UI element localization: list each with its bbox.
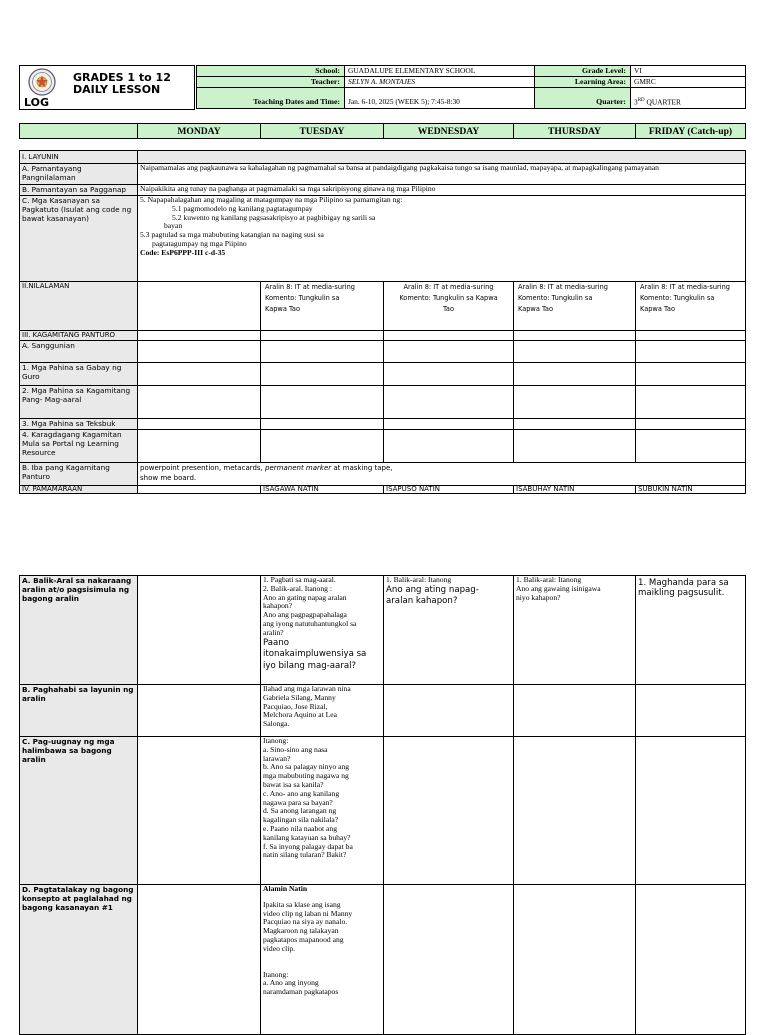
subukin-natin: SUBUKIN NATIN [636, 486, 746, 494]
alamin-natin-title: Alamin Natin [263, 884, 308, 893]
day-header-blank [20, 124, 138, 139]
school-label: School: [197, 66, 345, 77]
quarter-value: 3RD QUARTER [631, 88, 746, 109]
balik-aral-friday: 1. Maghanda para sa maikling pagsusulit. [636, 576, 746, 685]
grade-level-label: Grade Level: [535, 66, 631, 77]
main-table-page1 [19, 123, 746, 494]
iba-label: B. Iba pang Kagamitang Panturo [20, 463, 138, 486]
teksbuk-label: 3. Mga Pahina sa Teksbuk [20, 419, 138, 430]
teaching-dates-label: Teaching Dates and Time: [197, 88, 345, 109]
main-table-page2 [19, 575, 746, 1035]
isagawa-natin: ISAGAWA NATIN [261, 486, 384, 494]
layunin-label: I. LAYUNIN [20, 151, 138, 164]
kasanayan-text: 5. Napapahalagahan ang magaling at matagumpay na mga Pilipino sa pamamgitan ng: 5.1 pagmomodelo ng kanilang pagtatagumpay 5.2 kuwento ng kanilang pagsasakripisyo at pagbibigay ng sarili sa bayan 5.3 pagtulad sa mga mabubuting katangian na naging susi sa pagtatagumpay ng mga Piipino Code: EsP6PPP-III c-d-35 [138, 196, 746, 282]
nilalaman-tuesday: Aralin 8: IT at media-suring Komento: Tungkulin sa Kapwa Tao [261, 282, 384, 331]
teacher-value: SELYN A. MONTAJES [345, 77, 535, 88]
pagtatalakay-label: D. Pagtatalakay ng bagong konsepto at paglalahad ng bagong kasanayan #1 [20, 885, 138, 1035]
pamantayang-label: A. Pamantayang Pangnilalaman [20, 164, 138, 185]
day-thursday: THURSDAY [514, 124, 636, 139]
isapuso-natin: ISAPUSO NATIN [384, 486, 514, 494]
header-info-table [196, 65, 746, 109]
header-title-box [19, 65, 195, 110]
pagganap-text: Naipakikita ang tunay na paghanga at pagmamalaki sa mga sakripisyong ginawa ng mga Pilipino [138, 185, 746, 196]
karagdagang-label: 4. Karagdagang Kagamitan Mula sa Portal ng Learning Resource [20, 430, 138, 463]
balik-aral-tuesday: 1. Pagbati sa mag-aaral. 2. Balik-aral. Itanong : Ano an gating napag aralan kahapon? Ano ang pagpagpapahalaga ang iyong natutuhantungkol sa aralin? Paano itonakaimpluwensiya sa iyo bilang mag-aaral? [261, 576, 384, 685]
title-line2: DAILY LESSON [73, 83, 161, 96]
day-header-row [20, 124, 746, 139]
code-text: Code: EsP6PPP-III c-d-35 [140, 247, 226, 257]
day-friday: FRIDAY (Catch-up) [636, 124, 746, 139]
pagganap-label: B. Pamantayan sa Pagganap [20, 185, 138, 196]
pag-uugnay-tuesday: Itanong: a. Sino-sino ang nasa larawan? b. Ano sa palagay ninyo ang mga mabubuting nagawa ng bawat isa sa kanila? c. Ano- ano ang kanilang nagawa para sa bayan? d. Sa anong larangan ng kagalingan sila nakilala? e. Paano nila naabot ang kanilang katayuan sa buhay? f. Sa inyong palagay dapat ba natin silang tularan? Bakit? [261, 737, 384, 885]
title-line3: LOG [24, 96, 49, 109]
learning-area-label: Learning Area: [535, 77, 631, 88]
balik-aral-label: A. Balik-Aral sa nakaraang aralin at/o pagsisimula ng bagong aralin [20, 576, 138, 685]
nilalaman-wednesday: Aralin 8: IT at media-suring Komento: Tungkulin sa Kapwa Tao [384, 282, 514, 331]
pamantayang-text: Naipamamalas ang pagkaunawa sa kahalagahan ng pagmamahal sa bansa at pandaigdigang pagkakaisa tungo sa isang maunlad, mapayapa, at mapagkalingang pamayanan [138, 164, 746, 185]
day-wednesday: WEDNESDAY [384, 124, 514, 139]
sanggunian-label: A. Sanggunian [20, 341, 138, 363]
school-value: GUADALUPE ELEMENTARY SCHOOL [345, 66, 535, 77]
grade-level-value: VI [631, 66, 746, 77]
nilalaman-label: II.NILALAMAN [20, 282, 138, 331]
pamamaraan-label: IV. PAMAMARAAN [20, 486, 138, 494]
balik-aral-thursday: 1. Balik-aral: Itanong Ano ang gawaing isinigawa niyo kahapon? [514, 576, 636, 685]
teacher-label: Teacher: [197, 77, 345, 88]
pagtatalakay-tuesday: Alamin Natin Ipakita sa klase ang isang video clip ng laban ni Manny Pacquiao na siya ay nanalo. Magkaroon ng talakayan pagkatapos mapanood ang video clip. Itanong: a. Ano ang inyong naramdaman pagkatapos [261, 885, 384, 1035]
quarter-label: Quarter: [535, 88, 631, 109]
learning-area-value: GMRC [631, 77, 746, 88]
title-line1: GRADES 1 to 12 [73, 71, 171, 84]
paghahabi-tuesday: Ilahad ang mga larawan nina Gabriela Silang, Manny Pacquiao, Jose Rizal, Melchora Aquino at Lea Salonga. [261, 685, 384, 737]
nilalaman-thursday: Aralin 8: IT at media-suring Komento: Tungkulin sa Kapwa Tao [514, 282, 636, 331]
gabay-label: 1. Mga Pahina sa Gabay ng Guro [20, 363, 138, 386]
nilalaman-friday: Aralin 8: IT at media-suring Komento: Tungkulin sa Kapwa Tao [636, 282, 746, 331]
day-monday: MONDAY [138, 124, 261, 139]
day-tuesday: TUESDAY [261, 124, 384, 139]
balik-aral-wednesday: 1. Balik-aral: Itanong Ano ang ating napag- aralan kahapon? [384, 576, 514, 685]
kagamitan-label: III. KAGAMITANG PANTURO [20, 331, 138, 341]
isabuhay-natin: ISABUHAY NATIN [514, 486, 636, 494]
teaching-dates-value: Jan. 6-10, 2025 (WEEK 5); 7:45-8:30 [345, 88, 535, 109]
kagamitan-pang-label: 2. Mga Pahina sa Kagamitang Pang- Mag-aaral [20, 386, 138, 419]
paghahabi-label: B. Paghahabi sa layunin ng aralin [20, 685, 138, 737]
iba-text: powerpoint presention, metacards, permanent marker at masking tape, show me board. [138, 463, 746, 486]
pag-uugnay-label: C. Pag-uugnay ng mga halimbawa sa bagong aralin [20, 737, 138, 885]
kasanayan-label: C. Mga Kasanayan sa Pagkatuto (Isulat ang code ng bawat kasanayan) [20, 196, 138, 282]
